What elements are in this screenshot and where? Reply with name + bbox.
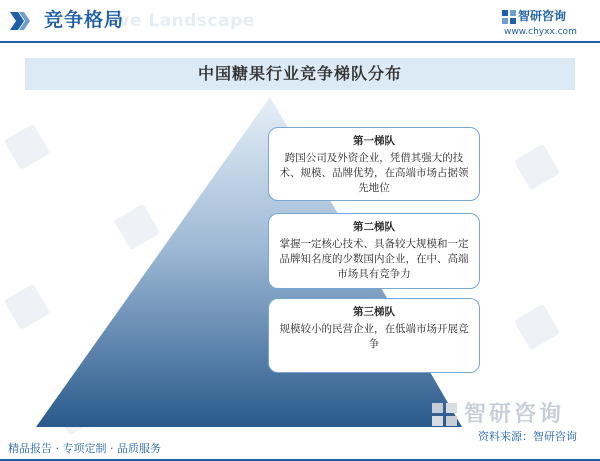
- tier-box-1: [268, 127, 480, 201]
- footer-logo-name: 智研咨询: [464, 402, 565, 427]
- tier-1-desc: 跨国公司及外资企业，凭借其强大的技术、规模、品牌优势，在高端市场占据领先地位: [279, 152, 469, 194]
- section-title: 竞争格局: [44, 9, 125, 31]
- tier-1-title: 第一梯队: [353, 135, 395, 147]
- footer-logo: [432, 401, 592, 429]
- source-note: 资料来源：智研咨询: [478, 430, 577, 443]
- tier-2-title: 第二梯队: [353, 221, 395, 233]
- footer-tagline: 精品报告 · 专项定制 · 品质服务: [8, 442, 161, 455]
- header-ghost-text: ive Landscape: [112, 11, 255, 31]
- tier-3-title: 第三梯队: [353, 306, 395, 318]
- tier-box-2: [268, 213, 480, 289]
- diagram-title: 中国糖果行业竞争梯队分布: [197, 64, 402, 83]
- header-logo-name: 智研咨询: [518, 9, 567, 23]
- tier-box-3: [268, 298, 480, 373]
- tier-2-desc: 掌握一定核心技术、具备较大规模和一定品牌知名度的少数国内企业，在中、高端市场具有竞争力: [279, 238, 469, 280]
- tier-3-desc: 规模较小的民营企业，在低端市场开展竞争: [279, 323, 469, 350]
- zhiyan-logo-icon: [432, 403, 458, 427]
- header-logo-url: www.chyxx.com: [504, 27, 577, 37]
